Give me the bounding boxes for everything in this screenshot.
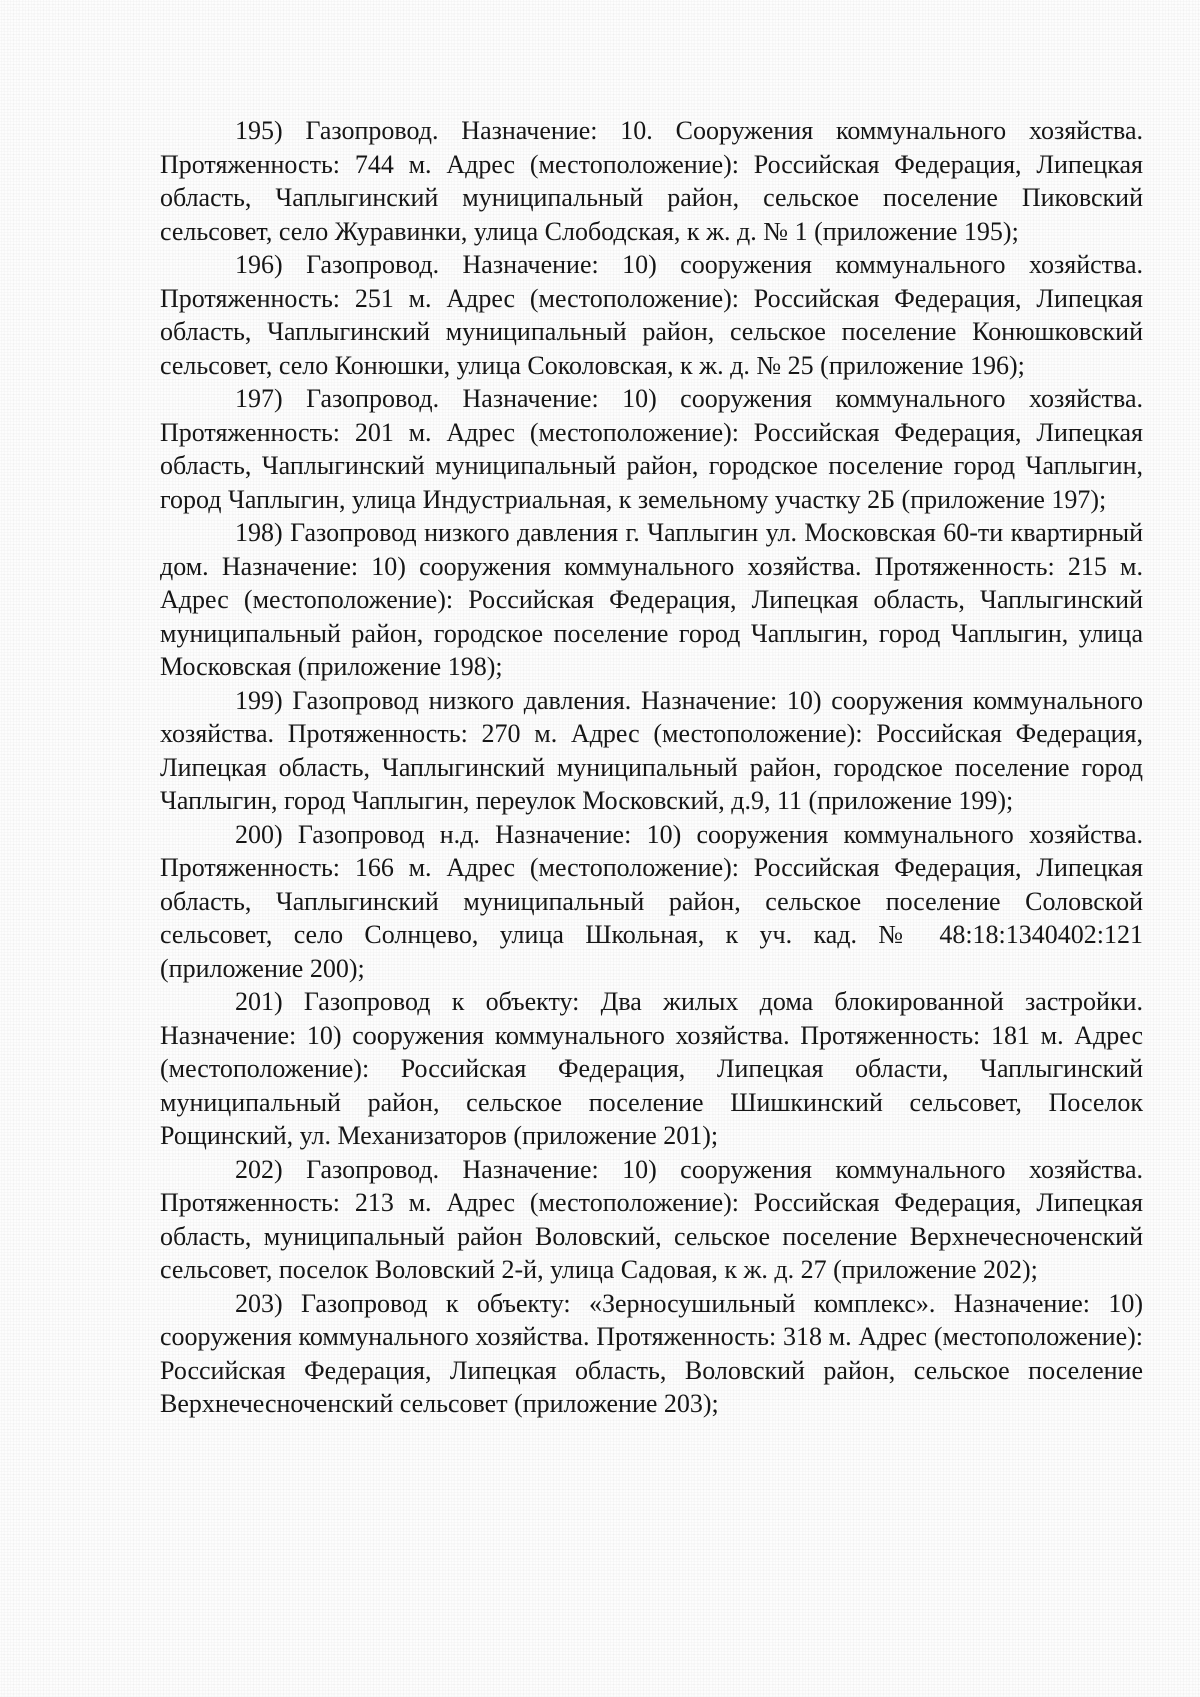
paragraph-196: 196) Газопровод. Назначение: 10) сооружения коммунального хозяйства. Протяженность: 251 м. Адрес (местоположение): Российская Федерация, Липецкая область, Чаплыгинский муниципальный район, сельское поселение Конюшковский сельсовет, село Конюшки, улица Соколовская, к ж. д. № 25 (приложение 196); — [160, 250, 1143, 380]
paragraph-198: 198) Газопровод низкого давления г. Чаплыгин ул. Московская 60-ти квартирный дом. Назначение: 10) сооружения коммунального хозяйства. Протяженность: 215 м. Адрес (местоположение): Российская Федерация, Липецкая область, Чаплыгинский муниципальный район, городское поселение город Чаплыгин, город Чаплыгин, улица Московская (приложение 198); — [160, 518, 1143, 681]
paragraph-195: 195) Газопровод. Назначение: 10. Сооружения коммунального хозяйства. Протяженность: 744 м. Адрес (местоположение): Российская Федерация, Липецкая область, Чаплыгинский муниципальный район, сельское поселение Пиковский сельсовет, село Журавинки, улица Слободская, к ж. д. № 1 (приложение 195); — [160, 116, 1143, 246]
document-body — [160, 114, 1143, 1421]
paragraph-203: 203) Газопровод к объекту: «Зерносушильный комплекс». Назначение: 10) сооружения коммунального хозяйства. Протяженность: 318 м. Адрес (местоположение): Российская Федерация, Липецкая область, Воловский район, сельское поселение Верхнечесноченский сельсовет (приложение 203); — [160, 1288, 1143, 1418]
paragraph-197: 197) Газопровод. Назначение: 10) сооружения коммунального хозяйства. Протяженность: 201 м. Адрес (местоположение): Российская Федерация, Липецкая область, Чаплыгинский муниципальный район, городское поселение город Чаплыгин, город Чаплыгин, улица Индустриальная, к земельному участку 2Б (приложение 197); — [160, 384, 1143, 514]
paragraph-199: 199) Газопровод низкого давления. Назначение: 10) сооружения коммунального хозяйства. Протяженность: 270 м. Адрес (местоположение): Российская Федерация, Липецкая область, Чаплыгинский муниципальный район, городское поселение город Чаплыгин, город Чаплыгин, переулок Московский, д.9, 11 (приложение 199); — [160, 685, 1143, 815]
paragraph-202: 202) Газопровод. Назначение: 10) сооружения коммунального хозяйства. Протяженность: 213 м. Адрес (местоположение): Российская Федерация, Липецкая область, муниципальный район Воловский, сельское поселение Верхнечесноченский сельсовет, поселок Воловский 2-й, улица Садовая, к ж. д. 27 (приложение 202); — [160, 1154, 1143, 1284]
paragraph-200: 200) Газопровод н.д. Назначение: 10) сооружения коммунального хозяйства. Протяженность: 166 м. Адрес (местоположение): Российская Федерация, Липецкая область, Чаплыгинский муниципальный район, сельское поселение Соловской сельсовет, село Солнцево, улица Школьная, к уч. кад. № 48:18:1340402:121 (приложение 200); — [160, 819, 1143, 983]
paragraph-201: 201) Газопровод к объекту: Два жилых дома блокированной застройки. Назначение: 10) сооружения коммунального хозяйства. Протяженность: 181 м. Адрес (местоположение): Российская Федерация, Липецкая области, Чаплыгинский муниципальный район, сельское поселение Шишкинский сельсовет, Поселок Рощинский, ул. Механизаторов (приложение 201); — [160, 987, 1143, 1150]
